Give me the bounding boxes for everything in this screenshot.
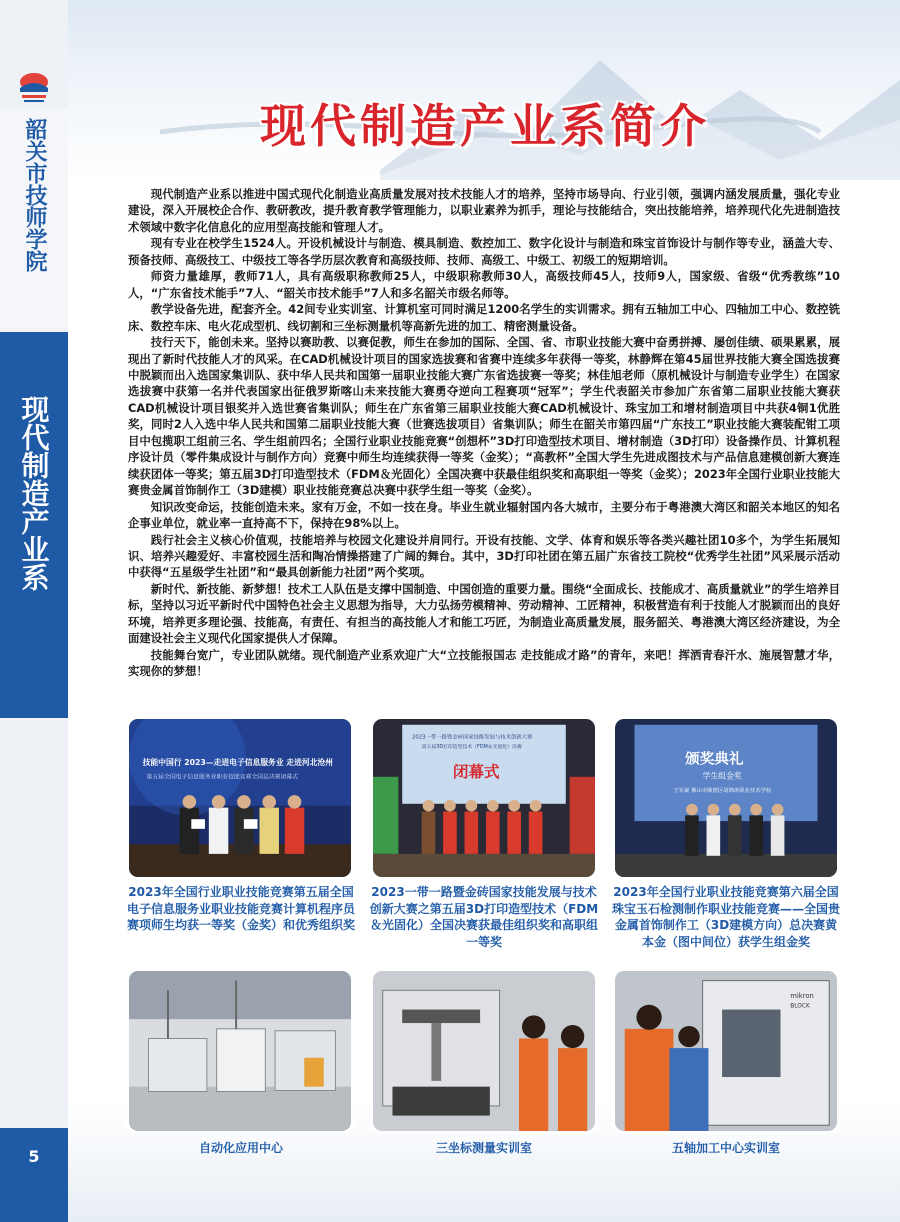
stage-banner-line: 颁奖典礼 bbox=[685, 751, 744, 768]
stage-banner-line: 技能中国行 2023—走进电子信息服务业 走进河北沧州 bbox=[142, 758, 333, 768]
stage-banner-line: 2023一带一路暨金砖国家技能发展与技术创新大赛 bbox=[411, 734, 533, 741]
photo-caption: 五轴加工中心实训室 bbox=[671, 1141, 780, 1155]
photo-automation-center bbox=[126, 968, 354, 1134]
photo-3d-printing-award bbox=[370, 716, 598, 880]
photo-award-computer-programmer bbox=[126, 716, 354, 880]
page-number: 5 bbox=[28, 1147, 40, 1166]
paragraph: 现有专业在校学生1524人。开设机械设计与制造、模具制造、数控加工、数字化设计与制造和珠宝首饰设计与制作等专业，涵盖大专、预备技师、高级技工、中级技工等各学历层次教育和高级技师、技师、高级工、中级工、初级工的短期培训。 bbox=[128, 236, 840, 267]
photo-caption: 自动化应用中心 bbox=[198, 1141, 283, 1155]
paragraph: 现代制造产业系以推进中国式现代化制造业高质量发展对技术技能人才的培养，坚持市场导向、行业引领，强调内涵发展质量，强化专业建设，深入开展校企合作、教研教改，提升教育教学管理能力，以职业素养为抓手，理论与技能结合，突出技能培养，培养现代化先进制造技术领域中数字化信息化的应用型高技能和管理人才。 bbox=[128, 187, 840, 234]
paragraph: 技能舞台宽广，专业团队就绪。现代制造产业系欢迎广大“立技能报国志 走技能成才路”的青年，来吧！挥洒青春汗水、施展智慧才华，实现你的梦想！ bbox=[128, 647, 840, 679]
stage-banner-line: 闭幕式 bbox=[452, 762, 500, 781]
intro-text bbox=[128, 186, 840, 680]
paragraph: 践行社会主义核心价值观，技能培养与校园文化建设并肩同行。开设有技能、文学、体育和娱乐等各类兴趣社团10多个，为学生拓展知识、培养兴趣爱好、丰富校园生活和陶冶情操搭建了广阔的舞台。其中，3D打印社团在第五届广东省技工院校“优秀学生社团”风采展示活动中获得“五星级学生社团”和“最具创新能力社团”两个奖项。 bbox=[128, 532, 840, 580]
page-number-tab bbox=[0, 1128, 68, 1222]
stage-banner-line: 第五届3D打印造型技术（FDM＆光固化）决赛 bbox=[421, 744, 522, 750]
school-name: 韶关市技师学院 bbox=[22, 118, 47, 272]
machine-brand: mikron bbox=[790, 992, 814, 1000]
photo-caption: 2023年全国行业职业技能竞赛第五届全国电子信息服务业职业技能竞赛计算机程序员赛项师生均获一等奖（金奖）和优秀组织奖 bbox=[126, 885, 355, 932]
photo-caption: 2023一带一路暨金砖国家技能发展与技术创新大赛之第五届3D打印造型技术（FDM＆光固化）全国决赛获最佳组织奖和高职组一等奖 bbox=[369, 885, 599, 949]
school-logo-icon bbox=[14, 70, 54, 104]
photo-cmm-lab bbox=[370, 968, 598, 1134]
photo-five-axis-lab bbox=[612, 968, 840, 1134]
paragraph: 新时代、新技能、新梦想！技术工人队伍是支撑中国制造、中国创造的重要力量。围绕“全面成长、技能成才、高质量就业”的学生培养目标，坚持以习近平新时代中国特色社会主义思想为指导，大力弘扬劳模精神、劳动精神、工匠精神，积极营造有利于技能人才脱颖而出的良好环境，培养更多理论强、技能高，有责任、有担当的高技能人才和能工巧匠，为制造业高质量发展，服务韶关、粤港澳大湾区经济建设，为全面建设社会主义现代化国家提供人才保障。 bbox=[128, 581, 840, 646]
machine-brand: BLOCK bbox=[790, 1003, 810, 1010]
stage-banner-line: 第五届全国电子信息服务业职业技能竞赛全国总决赛闭幕式 bbox=[146, 774, 299, 781]
photo-caption: 三坐标测量实训室 bbox=[435, 1141, 532, 1155]
page-title: 现代制造产业系简介 bbox=[260, 99, 710, 153]
paragraph: 教学设备先进，配套齐全。42间专业实训室、计算机室可同时满足1200名学生的实训需求。拥有五轴加工中心、四轴加工中心、数控铣床、数控车床、电火花成型机、线切割和三坐标测量机等高新先进的加工、精密测量设备。 bbox=[128, 302, 840, 333]
paragraph: 技行天下，能创未来。坚持以赛助教、以赛促教，师生在参加的国际、全国、省、市职业技能大赛中奋勇拼搏、屡创佳绩、硕果累累，展现出了新时代技能人才的风采。在CAD机械设计项目的国家选拔赛和省赛中连续多年获得一等奖，林静辉在第45届世界技能大赛全国选拔赛中脱颖而出入选国家集训队、获中华人民共和国第一届职业技能大赛广东省选拔赛一等奖；林佳旭老师（原机械设计与制造专业学生）在国家选拔赛中获第一名并代表国家出征俄罗斯喀山未来技能大赛勇夺逆向工程赛项“冠军”；学生代表韶关市参加广东省第二届职业技能大赛获CAD机械设计项目银奖并入选世赛省集训队；师生在广东省第三届职业技能大赛CAD机械设计、珠宝加工和增材制造项目中共获4铜1优胜奖，同时2人入选中华人民共和国第二届职业技能大赛（世赛选拔项目）省集训队；师生在韶关市第四届“广东技工”职业技能大赛装配钳工项目中包揽职工组前三名、学生组前四名；全国行业职业技能竞赛“创想杯”3D打印造型技术项目、增材制造（3D打印）设备操作员、计算机程序设计员（零件集成设计与制作方向）竞赛中师生均连续获得一等奖（金奖）；“高教杯”全国大学生先进成图技术与产品信息建模创新大赛连续获团体一等奖；第五届3D打印造型技术（FDM＆光固化）全国决赛中获最佳组织奖和高职组一等奖（金奖）；2023年全国行业职业技能大赛贵金属首饰制作工（3D建模）职业技能竞赛总决赛中获学生组一等奖（金奖）。 bbox=[128, 335, 840, 498]
stage-banner-line: 王军豪 佛山市顺德区胡锦涛职业技术学校 bbox=[673, 788, 772, 795]
paragraph: 师资力量雄厚，教师71人，具有高级职称教师25人，中级职称教师30人，高级技师45人，技师9人，国家级、省级“优秀教练”10人，“广东省技术能手”7人、“韶关市技术能手”7人和多名韶关市级名师等。 bbox=[128, 269, 840, 300]
stage-banner-line: 学生组金奖 bbox=[702, 771, 742, 781]
department-name: 现代制造产业系 bbox=[17, 395, 51, 591]
paragraph: 知识改变命运，技能创造未来。家有万金，不如一技在身。毕业生就业辐射国内各大城市，主要分布于粤港澳大湾区和韶关本地区的知名企事业单位，就业率一直持高不下，保持在98%以上。 bbox=[128, 499, 840, 531]
photo-caption: 2023年全国行业职业技能竞赛第六届全国珠宝玉石检测制作职业技能竞赛——全国贵金属首饰制作工（3D建模方向）总决赛黄本金（图中间位）获学生组金奖 bbox=[611, 885, 840, 949]
photo-jewelry-award bbox=[612, 716, 840, 880]
